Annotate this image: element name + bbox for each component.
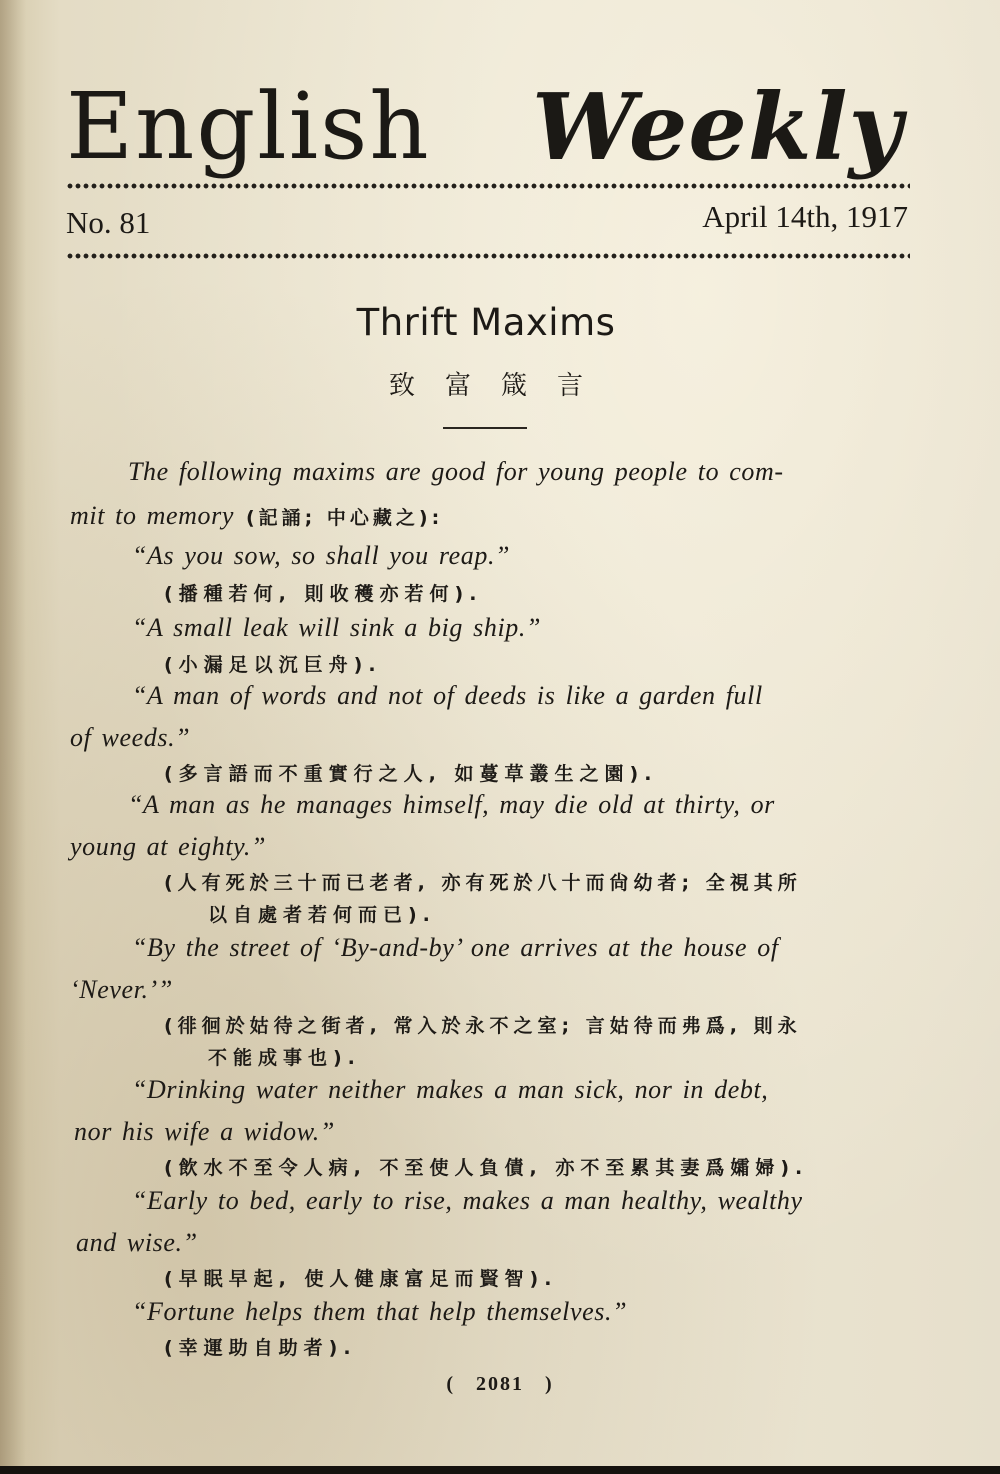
article-subtitle-chinese: 致富箴言 (388, 371, 613, 401)
issue-date: April 14th, 1917 (702, 199, 908, 234)
maxim-7-english-1: “Early to bed, early to rise, makes a man healthy, wealthy (132, 1186, 803, 1215)
intro-text-2: mit to memory (70, 501, 234, 530)
maxim-1-english: “As you sow, so shall you reap.” (132, 541, 511, 570)
intro-text-1: The following maxims are good for young people to com- (128, 457, 784, 486)
page-bottom-edge (0, 1466, 1000, 1474)
maxim-8-english: “Fortune helps them that help themselves.” (132, 1297, 628, 1326)
maxim-7-english-2: and wise.” (76, 1228, 198, 1257)
maxim-5-chinese-2: 不能成事也). (208, 1047, 361, 1069)
maxim-6-english-1: “Drinking water neither makes a man sick, nor in debt, (132, 1075, 769, 1104)
maxim-5-english-2: ‘Never.’” (70, 975, 173, 1004)
maxim-7-chinese: (早眠早起, 使人健康富足而賢智). (164, 1268, 558, 1290)
maxim-4-english-2: young at eighty.” (70, 832, 267, 861)
maxim-5-english-1: “By the street of ‘By-and-by’ one arrives at the house of (132, 933, 779, 962)
issue-number: No. 81 (66, 205, 151, 240)
masthead-rule-top (66, 183, 910, 189)
page-number: ( 2081 ) (446, 1373, 554, 1395)
maxim-1-chinese: (播種若何, 則收穫亦若何). (164, 583, 483, 605)
maxim-8-chinese: (幸運助自助者). (164, 1337, 357, 1359)
binding-shadow (0, 0, 26, 1468)
masthead-title (66, 72, 914, 182)
masthead-word-english: English (66, 73, 431, 180)
maxim-4-chinese-2: 以自處者若何而已). (208, 904, 436, 926)
title-divider (443, 427, 527, 429)
masthead-word-weekly: Weekly (532, 73, 904, 181)
maxim-5-chinese-1: (徘徊於姑待之街者, 常入於永不之室; 言姑待而弗爲, 則永 (164, 1015, 802, 1037)
maxim-3-chinese: (多言語而不重實行之人, 如蔓草叢生之園). (164, 763, 658, 785)
maxim-6-english-2: nor his wife a widow.” (74, 1117, 335, 1146)
maxim-4-english-1: “A man as he manages himself, may die old at thirty, or (128, 790, 775, 819)
maxim-2-english: “A small leak will sink a big ship.” (132, 613, 542, 642)
article-title: Thrift Maxims (356, 301, 616, 344)
maxim-4-chinese-1: (人有死於三十而已老者, 亦有死於八十而尙幼者; 全視其所 (164, 872, 802, 894)
intro-gloss: (記誦; 中心藏之): (246, 507, 444, 529)
masthead-rule-bottom (66, 253, 910, 259)
maxim-3-english-1 (132, 676, 912, 716)
maxim-2-chinese: (小漏足以沉巨舟). (164, 654, 382, 676)
maxim-6-chinese: (飲水不至令人病, 不至使人負債, 亦不至累其妻爲孀婦). (164, 1157, 809, 1179)
maxim-3-english-2: of weeds.” (70, 723, 191, 752)
intro-line-1 (128, 452, 912, 492)
maxim-3-text-1: “A man of words and not of deeds is like a garden full (132, 681, 763, 710)
intro-line-2 (70, 496, 443, 536)
